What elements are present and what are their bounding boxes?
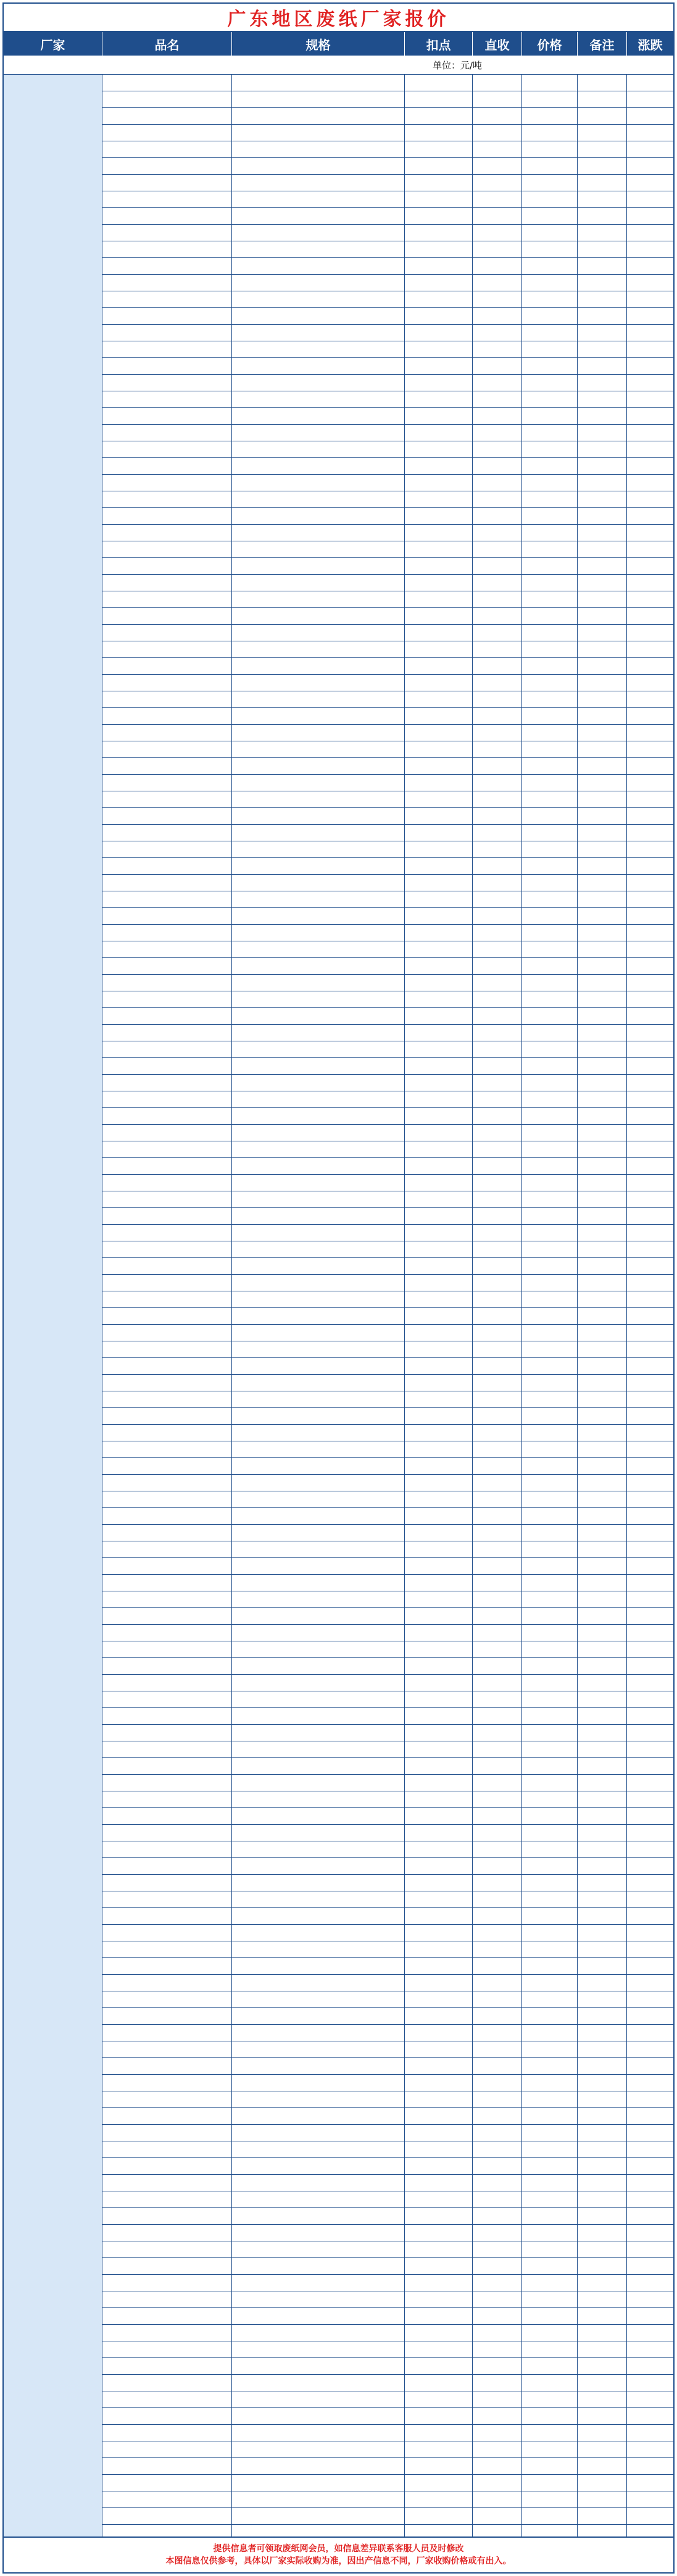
sheet-title: 广东地区废纸厂家报价 (227, 9, 450, 30)
header-factory: 厂家 (4, 32, 102, 56)
title-bar (4, 4, 673, 32)
footer-line-2: 本图信息仅供参考，具体以厂家实际收购为准，因出产信息不同，厂家收购价格或有出入。 (165, 2556, 512, 2566)
change-column (627, 75, 673, 2536)
footer-note (4, 2536, 673, 2572)
unit-label: 单位：元/吨 (432, 59, 482, 71)
note-column (578, 75, 627, 2536)
header-product: 品名 (102, 32, 232, 56)
direct-column (473, 75, 522, 2536)
unit-row (4, 56, 673, 75)
header-note: 备注 (578, 32, 627, 56)
header-direct: 直收 (473, 32, 522, 56)
header-deduction: 扣点 (405, 32, 473, 56)
product-column (102, 75, 232, 2536)
price-column (522, 75, 578, 2536)
header-spec: 规格 (232, 32, 405, 56)
factory-column (4, 75, 102, 2536)
spec-column (232, 75, 405, 2536)
price-sheet (2, 2, 675, 2574)
price-table-body (4, 75, 673, 2536)
header-price: 价格 (522, 32, 578, 56)
footer-line-1: 提供信息者可领取废纸网会员，如信息差异联系客服人员及时修改 (213, 2544, 464, 2554)
deduction-column (405, 75, 473, 2536)
column-gridlines (4, 75, 673, 2536)
table-header-row (4, 32, 673, 56)
header-change: 涨跌 (638, 37, 663, 52)
